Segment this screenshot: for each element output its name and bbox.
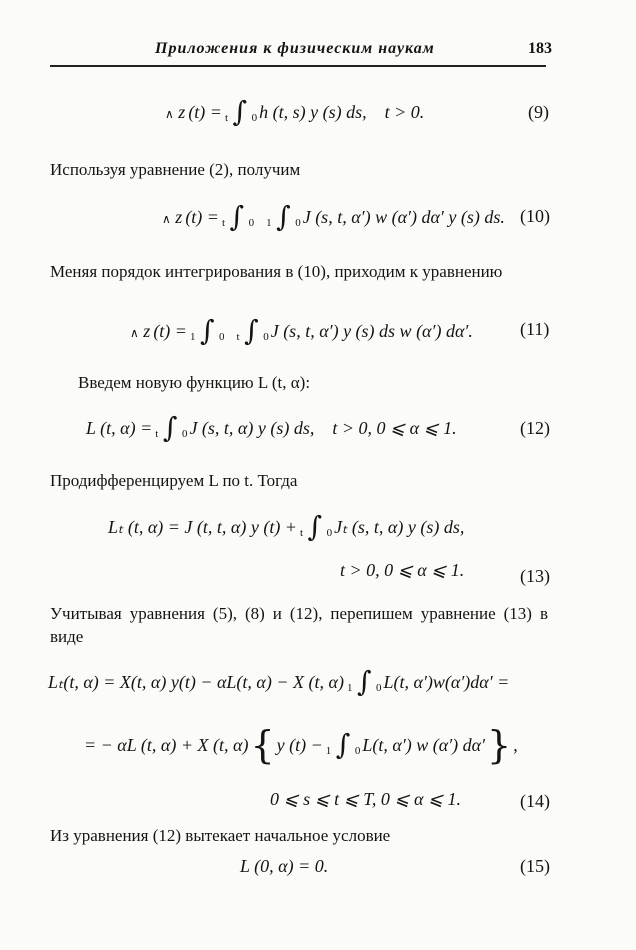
equation-number-10: (10) xyxy=(520,206,550,226)
equation-14-line-2: = − αL (t, α) + X (t, α) { y (t) − 1 ∫ 0 L(t, α′) w (α′) dα′ } , xyxy=(84,723,518,767)
z-hat: ∧ z xyxy=(130,320,151,341)
equation-12: L (t, α) = t ∫ 0 J (s, t, α) y (s) ds, t > 0, 0 ⩽ α ⩽ 1. xyxy=(86,410,457,444)
equation-number-9: (9) xyxy=(528,102,549,122)
page-number: 183 xyxy=(528,40,552,57)
paragraph-6: Из уравнения (12) вытекает начальное условие xyxy=(50,826,391,845)
integral: t ∫ 0 xyxy=(155,410,188,444)
equation-14-line-1: Lₜ(t, α) = X(t, α) y(t) − αL(t, α) − X (t, α) 1 ∫ 0 L(t, α′)w(α′)dα′ = xyxy=(48,664,510,698)
integral-inner: 1 ∫ 0 xyxy=(266,199,301,233)
integral-outer: 1 ∫ 0 xyxy=(189,313,225,347)
integral: t ∫ 0 xyxy=(224,94,258,128)
equation-9: ∧ z (t) = t ∫ 0 h (t, s) y (s) ds, t > 0. xyxy=(165,94,425,128)
integral-inner: t ∫ 0 xyxy=(236,313,269,347)
header-rule xyxy=(50,65,546,67)
equation-number-15: (15) xyxy=(520,856,550,876)
equation-14-condition: 0 ⩽ s ⩽ t ⩽ T, 0 ⩽ α ⩽ 1. xyxy=(270,788,462,809)
paragraph-1: Используя уравнение (2), получим xyxy=(50,160,301,179)
equation-13: Lₜ (t, α) = J (t, t, α) y (t) + t ∫ 0 Jₜ (s, t, α) y (s) ds, xyxy=(108,509,465,543)
equation-number-11: (11) xyxy=(520,319,550,339)
equation-10: ∧ z (t) = t ∫ 0 1 ∫ 0 J (s, t, α′) w (α′) dα′ y (s) ds. xyxy=(162,199,505,233)
paragraph-2: Меняя порядок интегрирования в (10), приходим к уравнению xyxy=(50,262,503,281)
z-hat: ∧ z xyxy=(165,101,186,122)
z-hat: ∧ z xyxy=(162,206,183,227)
integral: 1 ∫ 0 xyxy=(346,664,382,698)
equation-number-14: (14) xyxy=(520,791,550,811)
paragraph-4: Продифференцируем L по t. Тогда xyxy=(50,471,298,490)
equation-number-12: (12) xyxy=(520,418,550,438)
running-header-title: Приложения к физическим наукам xyxy=(155,40,435,57)
paragraph-5: Учитывая уравнения (5), (8) и (12), перепишем уравнение (13) в виде xyxy=(50,604,548,646)
equation-13-condition: t > 0, 0 ⩽ α ⩽ 1. xyxy=(340,559,465,580)
equation-11: ∧ z (t) = 1 ∫ 0 t ∫ 0 J (s, t, α′) y (s) ds w (α′) dα′. xyxy=(130,313,473,347)
equation-15: L (0, α) = 0. xyxy=(240,855,329,876)
integral: 1 ∫ 0 xyxy=(325,727,361,761)
integral: t ∫ 0 xyxy=(299,509,333,543)
integral-outer: t ∫ 0 xyxy=(221,199,255,233)
equation-number-13: (13) xyxy=(520,566,550,586)
paragraph-3: Введем новую функцию L (t, α): xyxy=(78,373,311,392)
